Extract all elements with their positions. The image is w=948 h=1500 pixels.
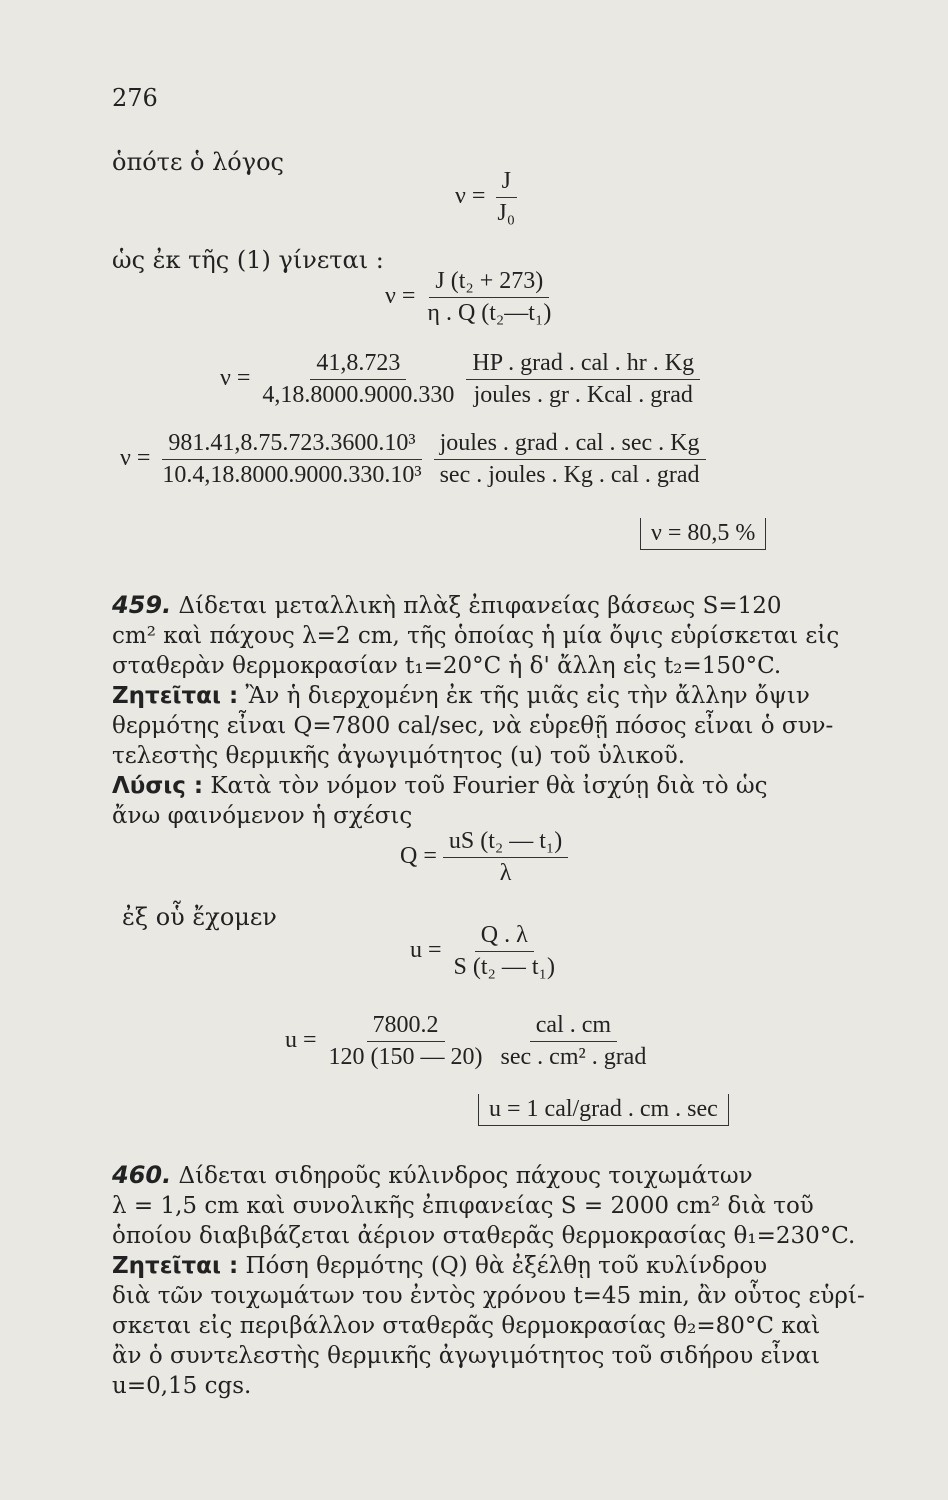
numerator: 981.41,8.75.723.3600.10³	[162, 430, 421, 460]
fraction	[421, 268, 557, 327]
equation-v1	[385, 268, 557, 327]
equation-v2	[220, 350, 700, 409]
fraction	[448, 922, 561, 981]
problem-459-line-2: cm² καὶ πάχους λ=2 cm, τῆς ὁποίας ἡ μία ὄψις εὑρίσκεται εἰς	[112, 623, 840, 649]
result-u-box: u = 1 cal/grad . cm . sec	[478, 1094, 729, 1126]
page-number: 276	[112, 84, 158, 112]
fraction	[491, 168, 521, 227]
numerator: J (t₂ + 273)	[429, 268, 549, 298]
fraction-units	[466, 350, 700, 409]
numerator: HP . grad . cal . hr . Kg	[466, 350, 700, 380]
solution-text: Κατὰ τὸν νόμον τοῦ Fourier θὰ ἰσχύῃ διὰ τὸ ὡς	[210, 773, 768, 799]
numerator: Q . λ	[475, 922, 534, 952]
problem-460	[112, 1160, 902, 1401]
ask-label: Ζητεῖται :	[112, 683, 239, 709]
denominator: J₀	[497, 200, 516, 226]
problem-459-ask-line-3: τελεστὴς θερμικῆς ἀγωγιμότητος (u) τοῦ ὑλικοῦ.	[112, 743, 686, 769]
denominator: λ	[499, 860, 512, 886]
denominator: S (t₂ — t₁)	[453, 954, 555, 980]
problem-459-ask-line-2: θερμότης εἶναι Q=7800 cal/sec, νὰ εὑρεθῇ πόσος εἶναι ὁ συν-	[112, 713, 834, 739]
numerator: joules . grad . cal . sec . Kg	[434, 430, 706, 460]
problem-460-line-1	[112, 1160, 902, 1191]
fraction-units	[495, 1012, 653, 1071]
eq-lhs: Q =	[400, 843, 437, 870]
eq-lhs: u =	[285, 1027, 317, 1054]
ask-text: Ἂν ἡ διερχομένη ἐκ τῆς μιᾶς εἰς τὴν ἄλλην ὄψιν	[245, 683, 810, 709]
problem-460-ask-line-3: σκεται εἰς περιβάλλον σταθερᾶς θερμοκρασίας θ₂=80°C καὶ	[112, 1313, 821, 1339]
numerator: uS (t₂ — t₁)	[443, 828, 568, 858]
ask-label: Ζητεῖται :	[112, 1253, 239, 1279]
problem-text: Δίδεται μεταλλικὴ πλὰξ ἐπιφανείας βάσεως S=120	[178, 593, 782, 619]
problem-460-ask-line-4: ἂν ὁ συντελεστὴς θερμικῆς ἀγωγιμότητος τοῦ σιδήρου εἶναι	[112, 1343, 820, 1369]
eq-lhs: u =	[410, 937, 442, 964]
problem-number: 460.	[112, 1161, 172, 1189]
result-v-box: ν = 80,5 %	[640, 518, 766, 550]
whence-line: ἐξ οὗ ἔχομεν	[122, 903, 277, 931]
problem-460-line-2: λ = 1,5 cm καὶ συνολικῆς ἐπιφανείας S = 2000 cm² διὰ τοῦ	[112, 1193, 814, 1219]
equation-ratio	[455, 168, 521, 227]
problem-460-line-3: ὁποίου διαβιβάζεται ἀέριον σταθερᾶς θερμοκρασίας θ₁=230°C.	[112, 1223, 856, 1249]
denominator: joules . gr . Kcal . grad	[473, 382, 693, 408]
problem-460-ask-line-5: u=0,15 cgs.	[112, 1373, 252, 1399]
eq-lhs: ν =	[455, 183, 486, 210]
equation-u2	[285, 1012, 652, 1071]
ask-text: Πόση θερμότης (Q) θὰ ἐξέλθῃ τοῦ κυλίνδρου	[245, 1253, 768, 1279]
denominator: sec . cm² . grad	[500, 1044, 647, 1070]
denominator: 10.4,18.8000.9000.330.10³	[162, 462, 422, 488]
eq-lhs: ν =	[120, 445, 151, 472]
numerator: J	[496, 168, 517, 198]
equation-v3	[120, 430, 706, 489]
eq-lhs: ν =	[220, 365, 251, 392]
problem-text: Δίδεται σιδηροῦς κύλινδρος πάχους τοιχωμάτων	[178, 1163, 753, 1189]
intro-line: ὁπότε ὁ λόγος	[112, 148, 284, 176]
fraction	[443, 828, 568, 887]
problem-460-ask-line-2: διὰ τῶν τοιχωμάτων του ἐντὸς χρόνου t=45 min, ἂν οὗτος εὑρί-	[112, 1283, 865, 1309]
fraction-units	[434, 430, 706, 489]
solution-label: Λύσις :	[112, 773, 204, 799]
from-eq1-line: ὡς ἐκ τῆς (1) γίνεται :	[112, 246, 384, 274]
denominator: 120 (150 — 20)	[328, 1044, 483, 1070]
problem-459-solution-line-1	[112, 771, 882, 801]
problem-460-ask-line-1	[112, 1251, 902, 1281]
eq-lhs: ν =	[385, 283, 416, 310]
problem-459-ask-line-1	[112, 681, 882, 711]
equation-u1	[410, 922, 561, 981]
problem-459-line-1	[112, 590, 882, 621]
problem-459	[112, 590, 882, 831]
problem-459-line-3: σταθερὰν θερμοκρασίαν t₁=20°C ἡ δ' ἄλλη εἰς t₂=150°C.	[112, 653, 782, 679]
fraction-numeric	[323, 1012, 489, 1071]
fraction-numeric	[156, 430, 427, 489]
fraction-numeric	[256, 350, 460, 409]
problem-number: 459.	[112, 591, 172, 619]
denominator: 4,18.8000.9000.330	[262, 382, 455, 408]
numerator: 7800.2	[367, 1012, 445, 1042]
problem-459-solution-line-2: ἄνω φαινόμενον ἡ σχέσις	[112, 803, 413, 829]
numerator: 41,8.723	[310, 350, 406, 380]
denominator: sec . joules . Kg . cal . grad	[439, 462, 700, 488]
equation-fourier	[400, 828, 568, 887]
numerator: cal . cm	[530, 1012, 617, 1042]
denominator: η . Q (t₂—t₁)	[427, 300, 552, 326]
